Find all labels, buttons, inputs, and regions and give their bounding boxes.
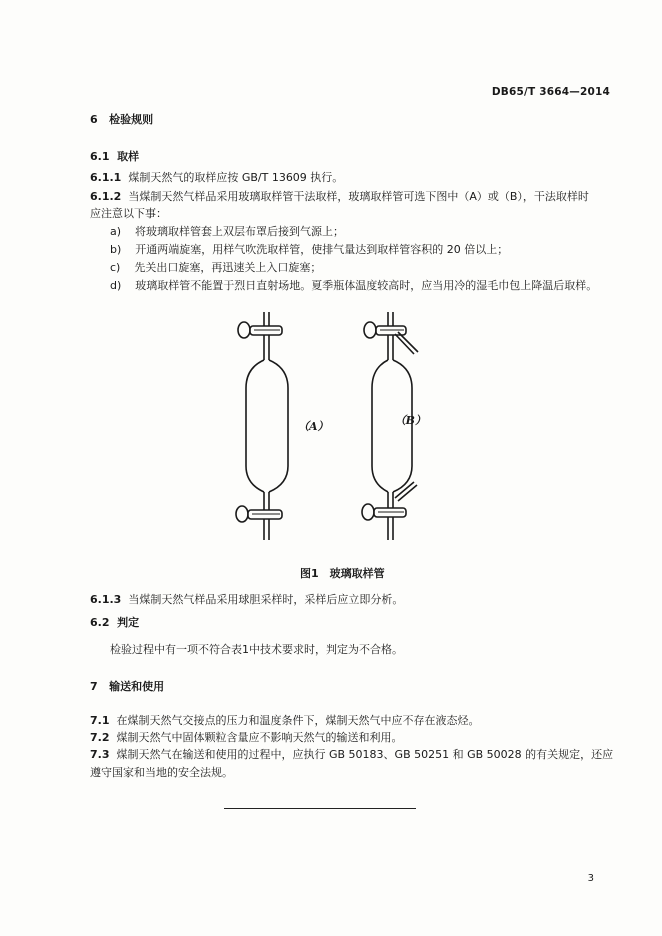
section-title: 输送和使用 [109,680,165,693]
section-6-2-heading [90,616,139,630]
list-item-d [110,279,597,293]
section-title: 判定 [117,616,140,629]
list-label: a) [110,225,122,238]
list-label: d) [110,279,122,292]
clause-6-2-text: 检验过程中有一项不符合表1中技术要求时，判定为不合格。 [110,643,403,656]
figure-label-b: （B） [394,414,426,427]
figure-label-a: （A） [298,420,329,433]
clause-7-3-line2: 遵守国家和当地的安全法规。 [90,766,233,779]
section-number: 6 [90,113,98,126]
end-rule [224,808,416,809]
list-text: 先关出口旋塞，再迅速关上入口旋塞； [134,261,322,274]
list-text: 玻璃取样管不能置于烈日直射场地。夏季瓶体温度较高时，应当用冷的湿毛巾包上降温后取样。 [135,279,598,292]
clause-number: 7.2 [90,731,110,744]
clause-text: 在煤制天然气交接点的压力和温度条件下，煤制天然气中应不存在液态烃。 [116,714,480,727]
clause-7-2 [90,731,403,745]
list-text: 开通两端旋塞，用样气吹洗取样管，使排气量达到取样管容积的 20 倍以上； [135,243,509,256]
section-title: 检验规则 [109,113,154,126]
section-number: 7 [90,680,98,693]
glass-sampling-tube-figure [218,308,440,552]
clause-text: 当煤制天然气样品采用玻璃取样管干法取样，玻璃取样管可选下图中（A）或（B），干法取样时 [128,190,589,203]
list-item-b [110,243,508,257]
clause-6-1-2-line1 [90,190,589,204]
section-7-heading [90,680,164,694]
clause-number: 6.1.2 [90,190,122,203]
clause-number: 6.1.3 [90,593,122,606]
tube-a-drawing [236,312,288,540]
clause-text: 煤制天然气的取样应按 GB/T 13609 执行。 [128,171,344,184]
list-label: b) [110,243,122,256]
clause-7-3-line1 [90,748,613,762]
clause-text: 当煤制天然气样品采用球胆采样时，采样后应立即分析。 [128,593,404,606]
page-number: 3 [587,873,594,884]
document-code: DB65/T 3664—2014 [491,86,610,98]
figure-caption: 图1 玻璃取样管 [300,567,385,580]
section-6-1-heading [90,150,139,164]
clause-text: 煤制天然气中固体颗粒含量应不影响天然气的输送和利用。 [116,731,403,744]
clause-7-1 [90,714,480,728]
clause-number: 7.3 [90,748,110,761]
section-number: 6.1 [90,150,110,163]
clause-6-1-3 [90,593,403,607]
section-title: 取样 [117,150,140,163]
list-item-a [110,225,344,239]
clause-number: 7.1 [90,714,110,727]
list-label: c) [110,261,121,274]
section-6-heading [90,113,153,127]
sampling-tube-illustration [218,308,440,552]
clause-text: 煤制天然气在输送和使用的过程中，应执行 GB 50183、GB 50251 和 GB 50028 的有关规定，还应 [116,748,614,761]
list-text: 将玻璃取样管套上双层布罩后接到气源上； [135,225,345,238]
clause-6-1-2-line2: 应注意以下事： [90,207,167,220]
clause-number: 6.1.1 [90,171,122,184]
list-item-c [110,261,321,275]
section-number: 6.2 [90,616,110,629]
clause-6-1-1 [90,171,343,185]
